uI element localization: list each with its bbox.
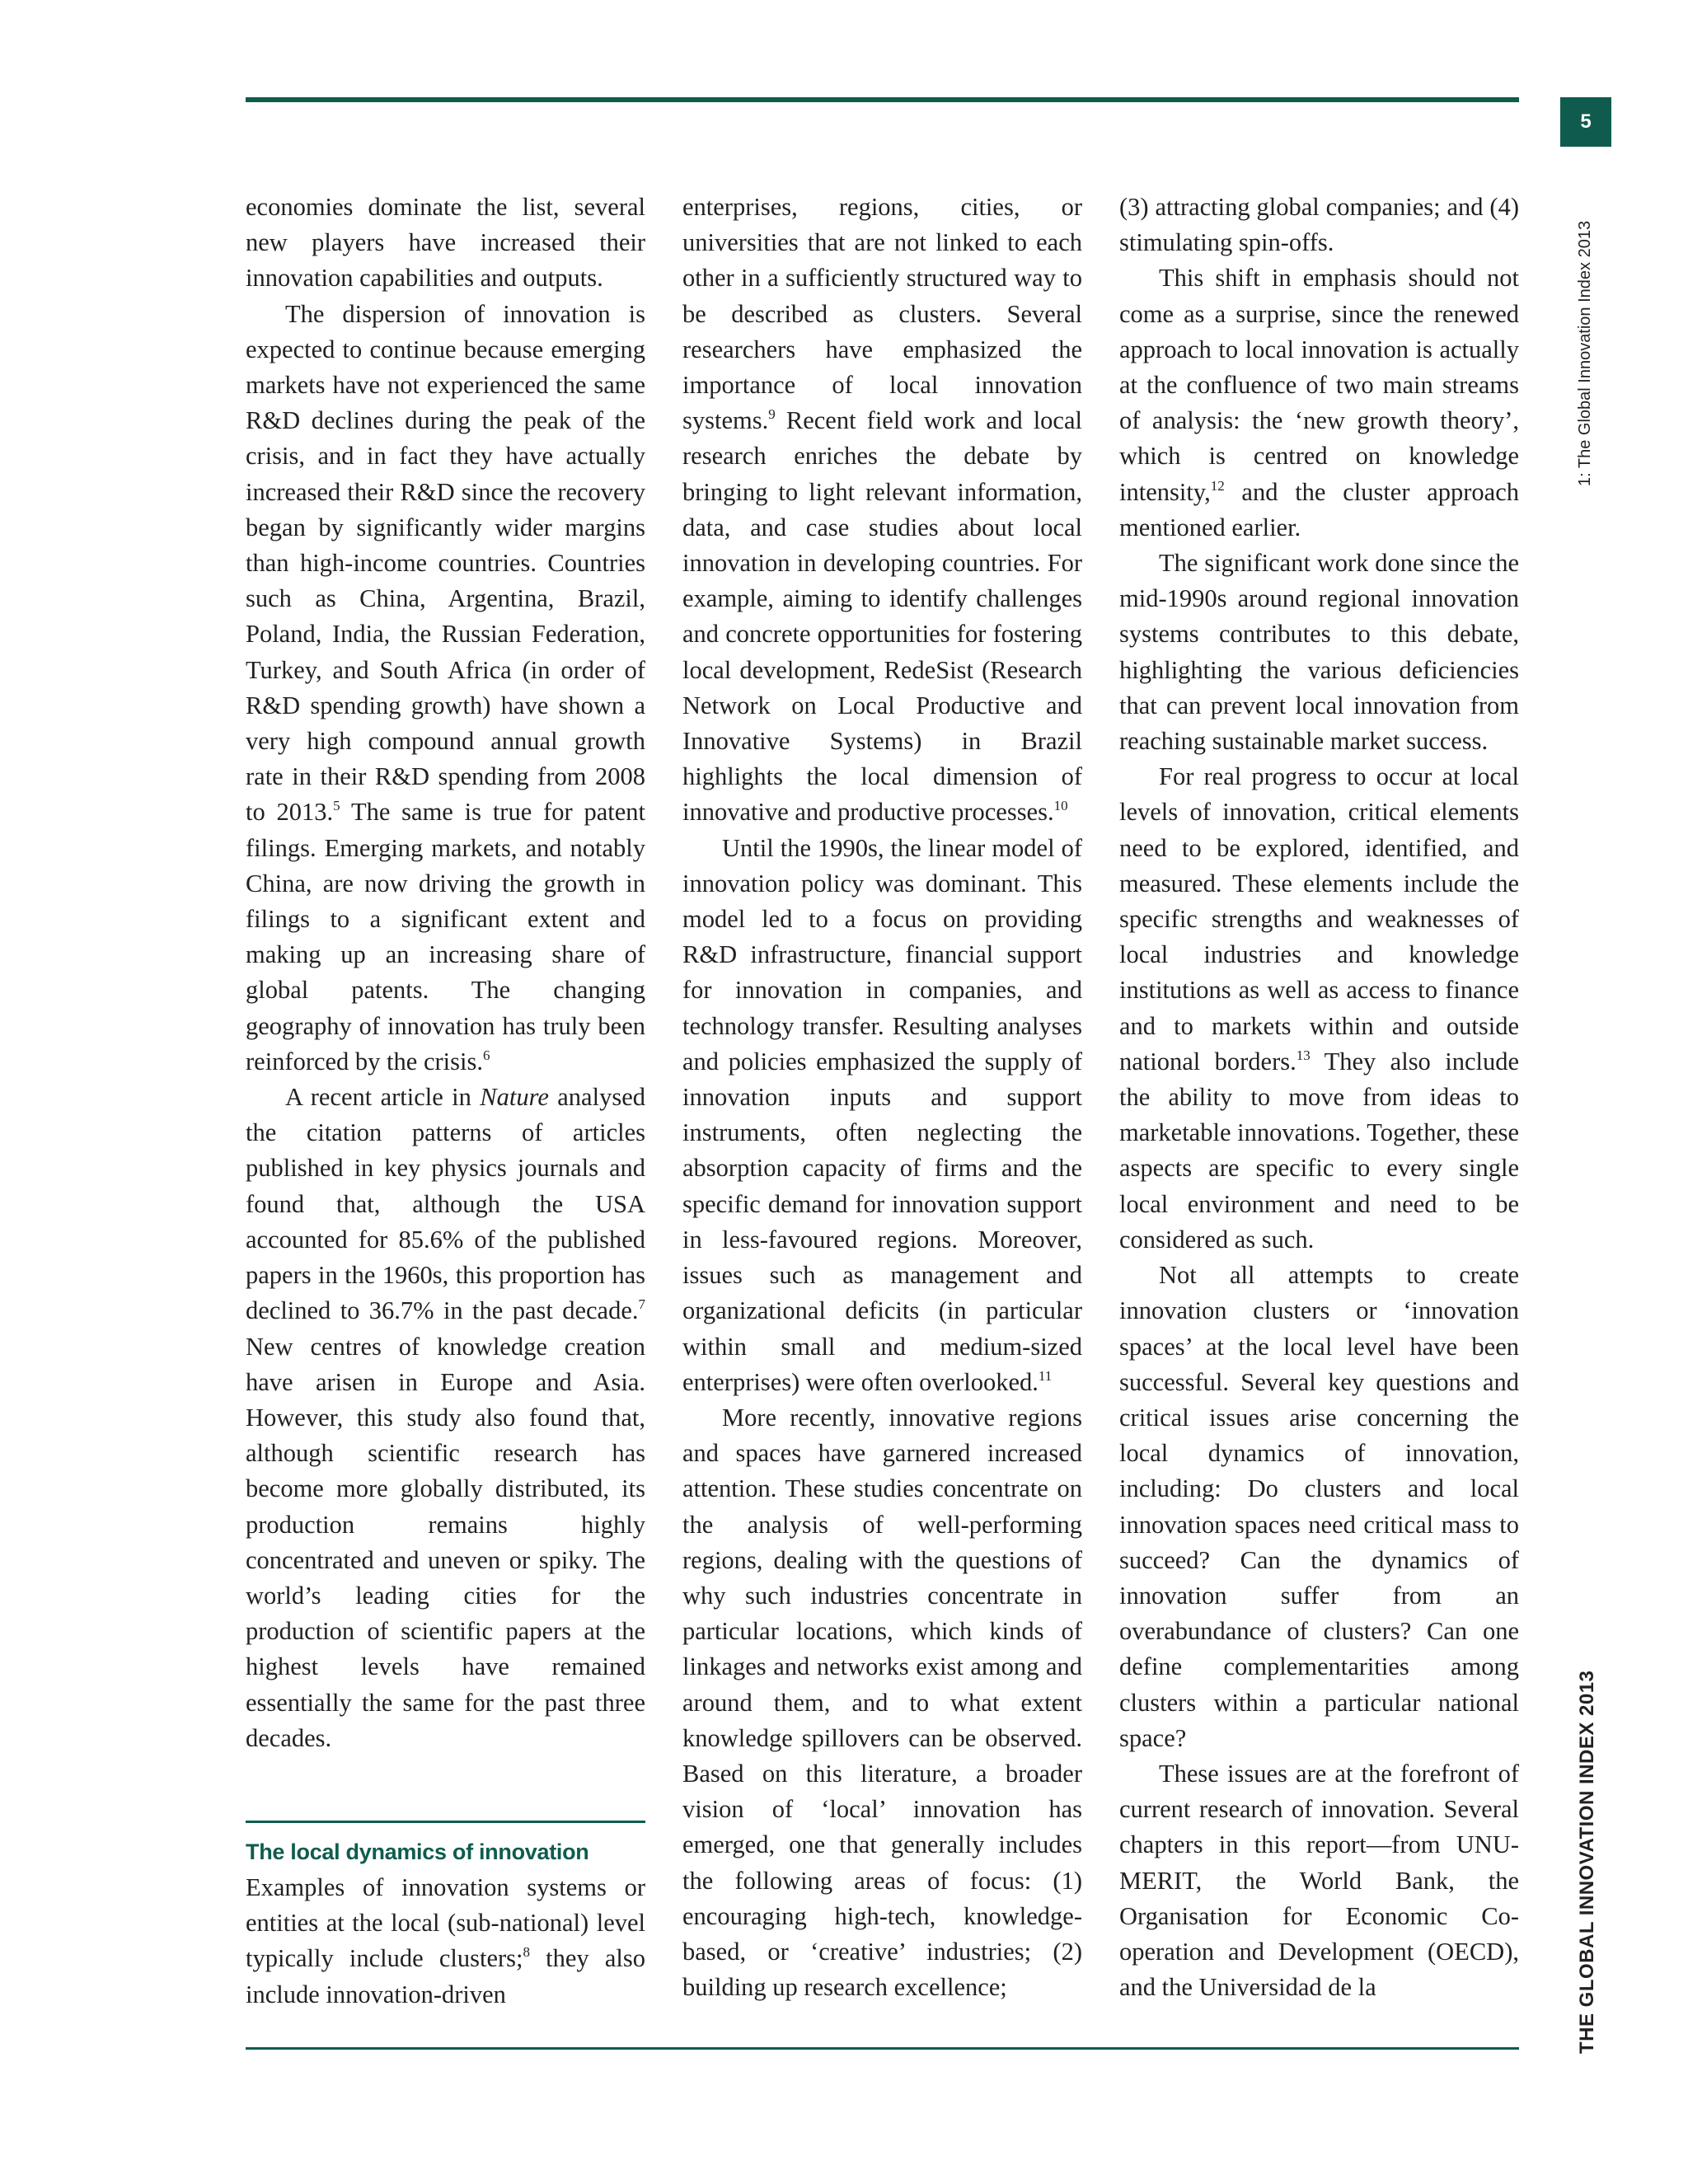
footnote-ref[interactable]: 9 bbox=[768, 406, 776, 423]
journal-name: Nature bbox=[480, 1083, 549, 1112]
footnote-ref[interactable]: 10 bbox=[1053, 798, 1068, 814]
footnote-ref[interactable]: 7 bbox=[638, 1296, 645, 1313]
paragraph: (3) attracting global companies; and (4) stimulating spin-offs. bbox=[1119, 193, 1519, 257]
page-number: 5 bbox=[1560, 97, 1611, 147]
paragraph: economies dominate the list, several new players have increased their innovation capabilities and outputs. bbox=[246, 193, 645, 293]
running-head: 1: The Global Innovation Index 2013 bbox=[1576, 220, 1594, 486]
section-heading: The local dynamics of innovation bbox=[246, 1839, 589, 1864]
paragraph: More recently, innovative regions and spaces have garnered increased attention. These studies concentrate on the analysis of well-performing regions, dealing with the questions of why such industries concentrate in particular locations, which kinds of linkages and networks exist among and around them, and to what extent knowledge spillovers can be observed. Based on this literature, a broader vision of ‘local’ innovation has emerged, one that generally includes the following areas of focus: (1) encouraging high-tech, knowledge-based, or ‘creative’ industries; (2) building up research excellence; bbox=[682, 1403, 1082, 2002]
section-rule bbox=[246, 1821, 645, 1823]
footnote-ref[interactable]: 13 bbox=[1296, 1047, 1311, 1063]
paragraph: The dispersion of innovation is expected to continue because emerging markets have not experienced the same R&D declines during the peak of the crisis, and in fact they have actually increased their R&D since the recovery began by significantly wider margins than high-income countries. Countries such as China, Argentina, Brazil, Poland, India, the Russian Federation, Turkey, and South Africa (in order of R&D spending growth) have shown a very high compound annual growth rate in their R&D spending from 2008 to 2013.$^5$ The same is true for patent filings. Emerging markets, and notably China, are now driving the growth in filings to a significant extent and making up an increasing share of global patents. The changing geography of innovation has truly been reinforced by the crisis.$^6$ bbox=[246, 299, 645, 1076]
paragraph: Not all attempts to create innovation clusters or ‘innovation spaces’ at the local level have been successful. Several key questions and critical issues arise concerning the local dynamics of innovation, including: Do clusters and local innovation spaces need critical mass to succeed? Can the dynamics of innovation suffer from an overabundance of clusters? Can one define complementarities among clusters within a particular national space? bbox=[1119, 1261, 1519, 1752]
footnote-ref[interactable]: 5 bbox=[333, 798, 340, 814]
column-2 bbox=[682, 190, 1082, 2005]
paragraph: A recent article in Nature analysed the citation patterns of articles published in key physics journals and found that, although the USA accounted for 85.6% of the published papers in the 1960s, this proportion has declined to 36.7% in the past decade.$^7$ New centres of knowledge creation have arisen in Europe and Asia. However, this study also found that, although scientific research has become more globally distributed, its production remains highly concentrated and uneven or spiky. The world’s leading cities for the production of scientific papers at the highest levels have remained essentially the same for the past three decades. bbox=[246, 1083, 645, 1752]
paragraph: Examples of innovation systems or entities at the local (sub-national) level typically include clusters;$^8$ they also include innovation-driven bbox=[246, 1872, 645, 2008]
paragraph: These issues are at the forefront of current research of innovation. Several chapters in this report—from UNU-MERIT, the World Bank, the Organisation for Economic Co-operation and Development (OECD), and the Universidad de la bbox=[1119, 1759, 1519, 2002]
paragraph: Until the 1990s, the linear model of innovation policy was dominant. This model led to a focus on providing R&D infrastructure, financial support for innovation in companies, and technology transfer. Resulting analyses and policies emphasized the supply of innovation inputs and support instruments, often neglecting the absorption capacity of firms and the specific demand for innovation support in less-favoured regions. Moreover, issues such as management and organizational deficits (in particular within small and medium-sized enterprises) were often overlooked.$^{11}$ bbox=[682, 833, 1082, 1396]
paragraph: The significant work done since the mid-1990s around regional innovation systems contributes to this debate, highlighting the various deficiencies that can prevent local innovation from reaching sustainable market success. bbox=[1119, 549, 1519, 756]
footnote-ref[interactable]: 8 bbox=[523, 1944, 530, 1961]
paragraph: enterprises, regions, cities, or universities that are not linked to each other in a sufficiently structured way to be described as clusters. Several researchers have emphasized the importance of local innovation systems.$^9$ Recent field work and local research enriches the debate by bringing to light relevant information, data, and case studies about local innovation in developing countries. For example, aiming to identify challenges and concrete opportunities for fostering local development, RedeSist (Research Network on Local Productive and Innovative Systems) in Brazil highlights the local dimension of innovative and productive processes.$^{10}$ bbox=[682, 193, 1082, 827]
top-rule bbox=[246, 97, 1519, 102]
footnote-ref[interactable]: 12 bbox=[1210, 477, 1225, 494]
column-3 bbox=[1119, 190, 1519, 2005]
column-1 bbox=[246, 190, 645, 2013]
footnote-ref[interactable]: 6 bbox=[482, 1047, 490, 1063]
paragraph: For real progress to occur at local levels of innovation, critical elements need to be explored, identified, and measured. These elements include the specific strengths and weaknesses of local industries and knowledge institutions as well as access to finance and to markets within and outside national borders.$^{13}$ They also include the ability to move from ideas to marketable innovations. Together, these aspects are specific to every single local environment and need to be considered as such. bbox=[1119, 762, 1519, 1254]
publication-title: THE GLOBAL INNOVATION INDEX 2013 bbox=[1576, 1670, 1598, 2054]
paragraph: This shift in emphasis should not come as a surprise, since the renewed approach to local innovation is actually at the confluence of two main streams of analysis: the ‘new growth theory’, which is centred on knowledge intensity,$^{12}$ and the cluster approach mentioned earlier. bbox=[1119, 264, 1519, 541]
footnote-ref[interactable]: 11 bbox=[1038, 1367, 1053, 1384]
bottom-rule bbox=[246, 2047, 1519, 2050]
